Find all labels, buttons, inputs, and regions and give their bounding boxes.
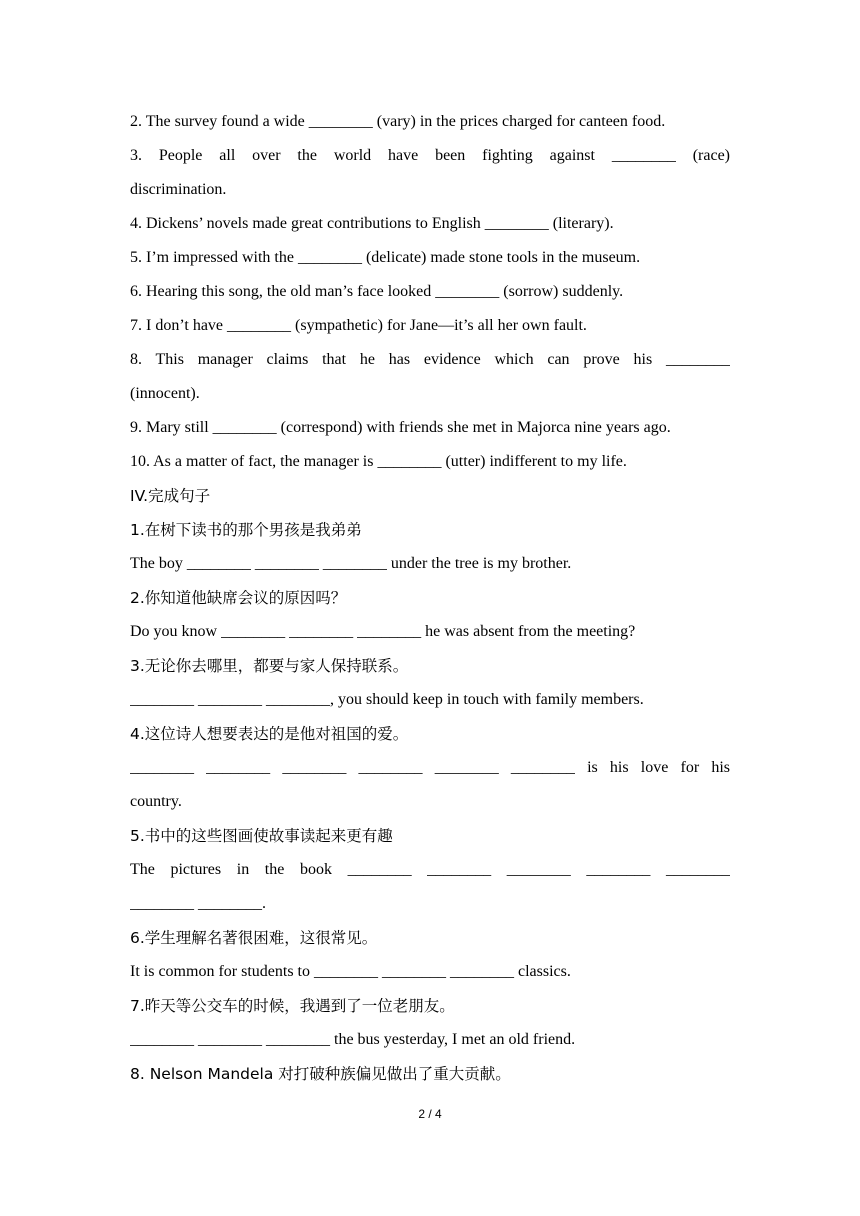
exercise-line-q10: 10. As a matter of fact, the manager is ________ (utter) indifferent to my life. [130, 453, 627, 470]
exercise-line-q4: 4. Dickens’ novels made great contributions to English ________ (literary). [130, 215, 614, 232]
exercise-line-q5: 5. I’m impressed with the ________ (delicate) made stone tools in the museum. [130, 249, 641, 266]
sentence-answer-6: It is common for students to ________ ________ ________ classics. [130, 963, 571, 980]
exercise-line-q8-cont: (innocent). [130, 385, 200, 402]
section-heading: IV.完成句子 [130, 487, 211, 505]
exercise-line-q3: 3. People all over the world have been fighting against ________ (race) [130, 147, 730, 164]
sentence-answer-2: Do you know ________ ________ ________ he was absent from the meeting? [130, 623, 636, 640]
sentence-answer-4: ________ ________ ________ ________ ________ ________ is his love for his [130, 759, 730, 776]
sentence-prompt-7: 7.昨天等公交车的时候，我遇到了一位老朋友。 [130, 997, 455, 1015]
sentence-prompt-8: 8. Nelson Mandela 对打破种族偏见做出了重大贡献。 [130, 1065, 511, 1083]
sentence-answer-5-cont: ________ ________. [130, 895, 266, 912]
sentence-prompt-6: 6.学生理解名著很困难，这很常见。 [130, 929, 378, 947]
exercise-line-q2: 2. The survey found a wide ________ (vary) in the prices charged for canteen food. [130, 113, 666, 130]
sentence-answer-1: The boy ________ ________ ________ under the tree is my brother. [130, 555, 572, 572]
sentence-prompt-1: 1.在树下读书的那个男孩是我弟弟 [130, 521, 362, 539]
exercise-line-q3-cont: discrimination. [130, 181, 227, 198]
exercise-line-q9: 9. Mary still ________ (correspond) with friends she met in Majorca nine years ago. [130, 419, 671, 436]
sentence-prompt-3: 3.无论你去哪里，都要与家人保持联系。 [130, 657, 409, 675]
sentence-answer-4-cont: country. [130, 793, 182, 810]
exercise-line-q7: 7. I don’t have ________ (sympathetic) for Jane—it’s all her own fault. [130, 317, 587, 334]
sentence-prompt-4: 4.这位诗人想要表达的是他对祖国的爱。 [130, 725, 409, 743]
page-number: 2 / 4 [418, 1107, 442, 1121]
exercise-line-q8: 8. This manager claims that he has evidence which can prove his ________ [130, 351, 730, 368]
sentence-answer-3: ________ ________ ________, you should keep in touch with family members. [130, 691, 644, 708]
exercise-content [130, 105, 730, 1091]
sentence-answer-5: The pictures in the book ________ ________ ________ ________ ________ [130, 861, 730, 878]
sentence-answer-7: ________ ________ ________ the bus yesterday, I met an old friend. [130, 1031, 576, 1048]
sentence-prompt-2: 2.你知道他缺席会议的原因吗？ [130, 589, 347, 607]
sentence-prompt-5: 5.书中的这些图画使故事读起来更有趣 [130, 827, 393, 845]
exercise-line-q6: 6. Hearing this song, the old man’s face looked ________ (sorrow) suddenly. [130, 283, 624, 300]
